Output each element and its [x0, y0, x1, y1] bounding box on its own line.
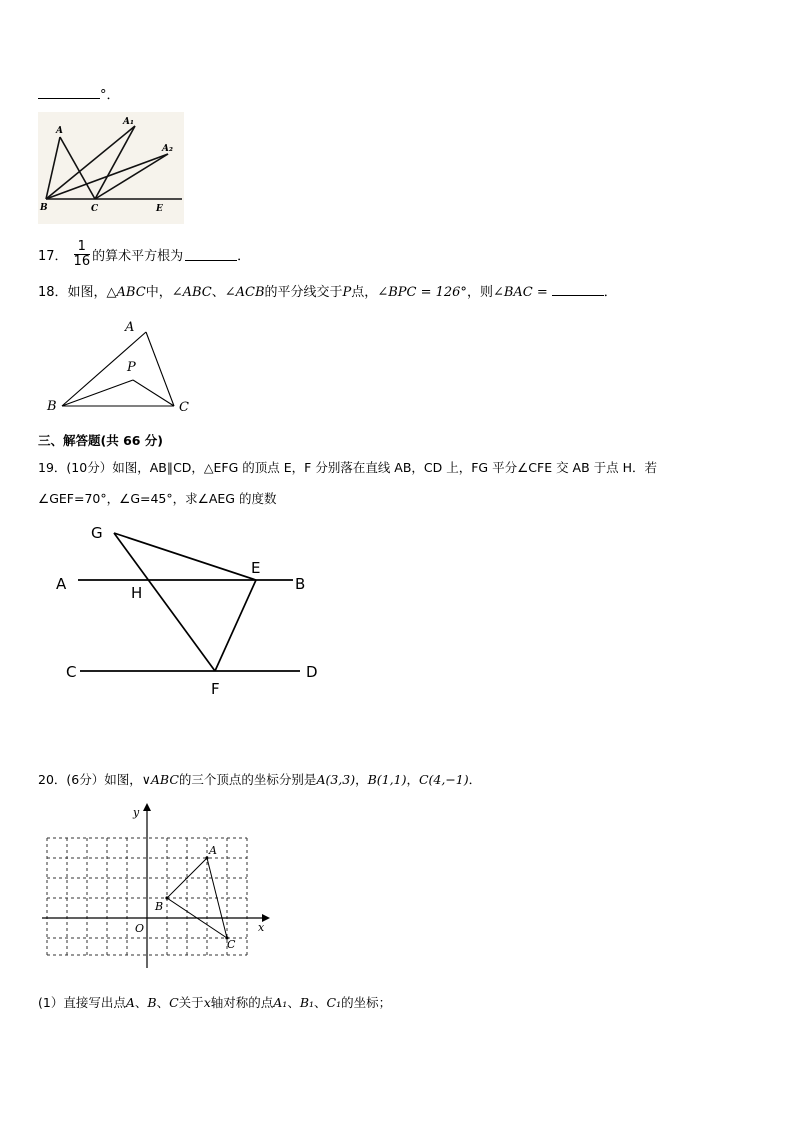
segment-GE [114, 533, 256, 580]
q20-1-C: C [169, 995, 179, 1010]
point-B [165, 896, 168, 899]
section-3-title: 三、解答题(共 66 分) [38, 433, 164, 448]
label-A: A [125, 320, 135, 335]
label-y: y [133, 806, 140, 819]
label-A: A [56, 575, 67, 593]
y-axis-arrow [143, 803, 151, 811]
q16-suffix: °． [100, 88, 120, 103]
q20-1-B1: B₁ [299, 995, 315, 1010]
q18-text-5: ，则 [466, 285, 493, 300]
label-P: P [127, 360, 136, 375]
q18-text-4: 点， [351, 285, 378, 300]
label-A1: A₁ [123, 117, 134, 127]
label-O: O [135, 922, 145, 935]
q20-1-text-1: 关于 [178, 995, 204, 1010]
label-C: C [66, 663, 77, 681]
question-20-part-1 [38, 993, 391, 1011]
q20-end: ． [468, 772, 482, 787]
q17-text: 的算术平方根为 [92, 248, 184, 264]
label-B: B [40, 203, 48, 213]
fraction-1-16 [74, 240, 91, 269]
q20-text-1: 的三个顶点的坐标分别是 [178, 772, 317, 787]
label-C: C [179, 400, 189, 415]
label-E: E [251, 559, 261, 577]
q18-point-P: P [342, 285, 352, 300]
fraction-denominator: 16 [73, 253, 91, 269]
q20-sep-1: ， [355, 772, 368, 787]
segment-GF [114, 533, 215, 671]
segment-PC [133, 380, 174, 406]
q20-1-x: x [203, 995, 211, 1010]
q20-1-A: A [125, 995, 135, 1010]
q18-end: ． [603, 285, 617, 300]
q20-1-C1: C₁ [326, 995, 342, 1010]
figure-16 [38, 112, 184, 224]
label-A: A [56, 126, 63, 136]
q20-point-C: C(4,−1) [418, 772, 469, 787]
answer-blank [185, 248, 237, 261]
q18-text-1: 中， [145, 285, 172, 300]
q20-1-B: B [147, 995, 157, 1010]
q18-triangle: △ABC [106, 285, 146, 300]
q17-number: 17． [38, 248, 68, 264]
q18-angle-BAC: ∠BAC = [492, 285, 548, 300]
answer-blank [552, 283, 604, 296]
label-E: E [156, 204, 163, 214]
label-A: A [209, 844, 217, 857]
question-20 [38, 770, 481, 788]
fraction-numerator: 1 [74, 240, 91, 255]
question-17 [38, 236, 250, 272]
q20-number: 20．(6分）如图， [38, 772, 142, 787]
q20-1-sep-1: 、 [134, 995, 148, 1010]
q16-answer-line [38, 84, 120, 103]
segment-BP [62, 380, 133, 406]
q20-1-text-pre: (1）直接写出点 [38, 995, 126, 1010]
q18-angle-BPC: ∠BPC = 126° [377, 285, 467, 300]
label-B: B [295, 575, 306, 593]
label-F: F [211, 680, 220, 698]
q20-point-B: B(1,1) [367, 772, 407, 787]
q20-1-sep-2: 、 [156, 995, 170, 1010]
answer-blank [38, 86, 100, 99]
label-A2: A₂ [162, 144, 173, 154]
q20-1-sep-3: 、 [287, 995, 300, 1010]
q18-angle-ACB: ∠ACB [224, 285, 265, 300]
q19-line-1: 19．(10分）如图，AB∥CD，△EFG 的顶点 E，F 分别落在直线 AB，CD 上，FG 平分∠CFE 交 AB 于点 H．若 [38, 460, 658, 475]
q20-1-A1: A₁ [273, 995, 288, 1010]
q20-triangle: ∨ABC [141, 772, 179, 787]
q20-1-sep-4: 、 [314, 995, 327, 1010]
label-B: B [47, 399, 57, 414]
label-x: x [258, 921, 265, 934]
q17-end: ． [237, 248, 251, 264]
figure-18 [40, 314, 200, 418]
q19-line-2: ∠GEF=70°，∠G=45°，求∠AEG 的度数 [38, 491, 277, 506]
q20-sep-2: ， [406, 772, 419, 787]
figure-19 [48, 520, 328, 702]
q18-angle-ABC: ∠ABC [171, 285, 212, 300]
q20-1-text-2: 轴对称的点 [210, 995, 274, 1010]
segment-AC [146, 332, 174, 406]
q18-text-3: 的平分线交于 [264, 285, 343, 300]
segment-EF [215, 580, 256, 671]
q18-text-2: 、 [211, 285, 225, 300]
q20-1-text-3: 的坐标； [341, 995, 392, 1010]
figure-20-grid [38, 800, 274, 972]
label-H: H [131, 584, 143, 602]
label-G: G [91, 524, 103, 542]
label-C: C [227, 938, 236, 951]
question-18 [38, 281, 617, 300]
q18-number: 18．如图， [38, 285, 107, 300]
label-B: B [155, 900, 164, 913]
label-C: C [91, 204, 99, 214]
q20-point-A: A(3,3) [316, 772, 356, 787]
label-D: D [306, 663, 318, 681]
